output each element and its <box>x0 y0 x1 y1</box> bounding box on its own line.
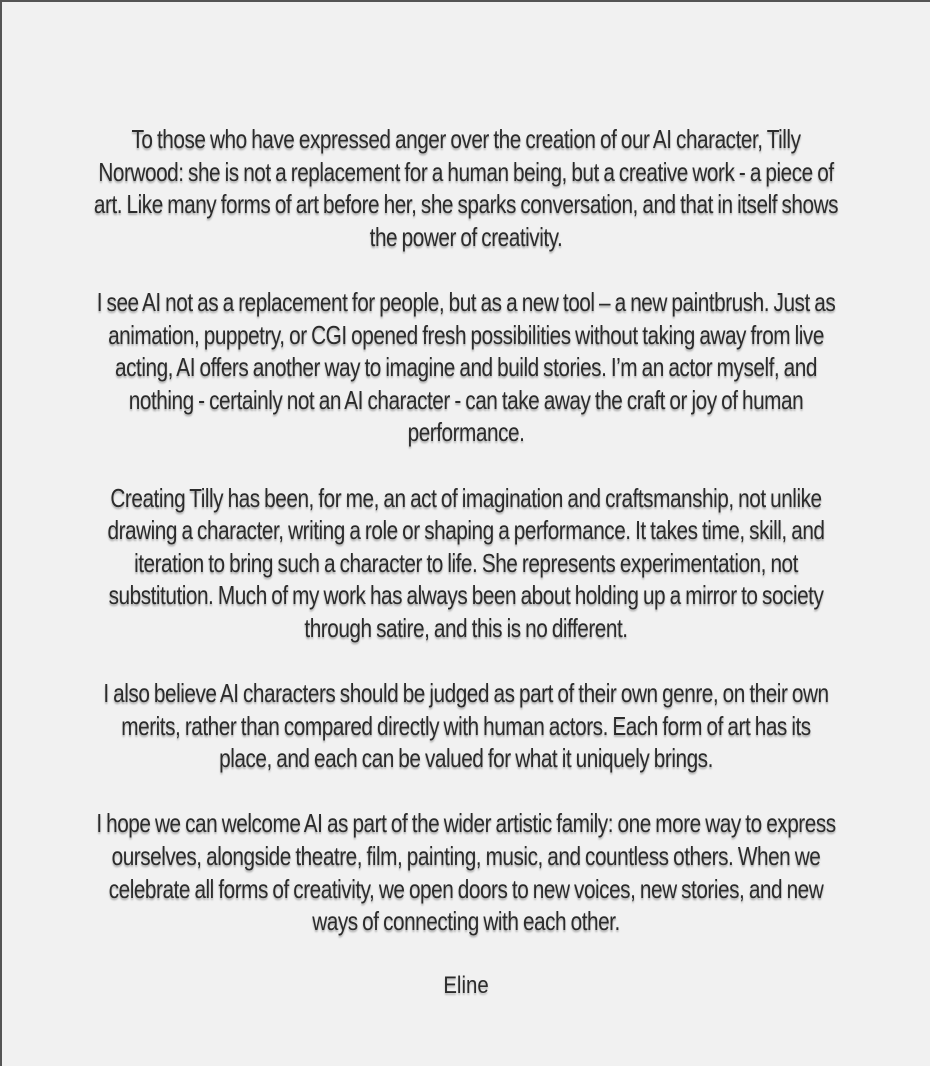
paragraph-2 <box>2 286 930 449</box>
paragraph-line: substitution. Much of my work has always been about holding up a mirror to society <box>108 580 824 611</box>
paragraph-line: drawing a character, writing a role or shaping a performance. It takes time, skill, and <box>107 515 825 546</box>
paragraph-line: the power of creativity. <box>369 221 563 252</box>
paragraph-5 <box>2 807 930 937</box>
paragraph-line: art. Like many forms of art before her, she sparks conversation, and that in itself shows <box>93 189 839 220</box>
paragraph-spacer <box>2 775 930 808</box>
paragraph-line: I see AI not as a replacement for people, but as a new tool – a new paintbrush. Just as <box>96 286 836 317</box>
paragraph-line: iteration to bring such a character to life. She represents experimentation, not <box>134 547 798 578</box>
paragraph-line: Norwood: she is not a replacement for a human being, but a creative work - a piece of <box>98 156 834 187</box>
paragraph-line: performance. <box>407 417 525 448</box>
paragraph-line: animation, puppetry, or CGI opened fresh possibilities without taking away from live <box>108 319 824 350</box>
open-letter <box>2 123 930 1003</box>
paragraph-line: To those who have expressed anger over the creation of our AI character, Tilly <box>131 124 801 154</box>
paragraph-line: through satire, and this is no different. <box>304 612 628 643</box>
paragraph-spacer <box>2 449 930 482</box>
paragraph-spacer <box>2 253 930 286</box>
paragraph-line: merits, rather than compared directly with human actors. Each form of art has its <box>121 710 811 741</box>
paragraph-spacer <box>2 938 930 971</box>
paragraph-3 <box>2 482 930 645</box>
signature: Eline <box>443 972 489 1000</box>
paragraph-line: I also believe AI characters should be judged as part of their own genre, on their own <box>103 678 829 709</box>
paragraph-line: place, and each can be valued for what it uniquely brings. <box>219 743 713 774</box>
paragraph-spacer <box>2 645 930 678</box>
paragraph-line: I hope we can welcome AI as part of the wider artistic family: one more way to express <box>96 808 836 839</box>
paragraph-line: ways of connecting with each other. <box>312 906 620 937</box>
paragraph-line: nothing - certainly not an AI character - can take away the craft or joy of human <box>128 384 804 415</box>
paragraph-line: celebrate all forms of creativity, we open doors to new voices, new stories, and new <box>108 873 824 904</box>
paragraph-line: Creating Tilly has been, for me, an act of imagination and craftsmanship, not unlike <box>110 482 822 513</box>
paragraph-line: ourselves, alongside theatre, film, painting, music, and countless others. When we <box>111 841 821 872</box>
paragraph-line: acting, AI offers another way to imagine and build stories. I’m an actor myself, and <box>115 352 817 383</box>
paragraph-1 <box>2 123 930 253</box>
paragraph-4 <box>2 677 930 775</box>
